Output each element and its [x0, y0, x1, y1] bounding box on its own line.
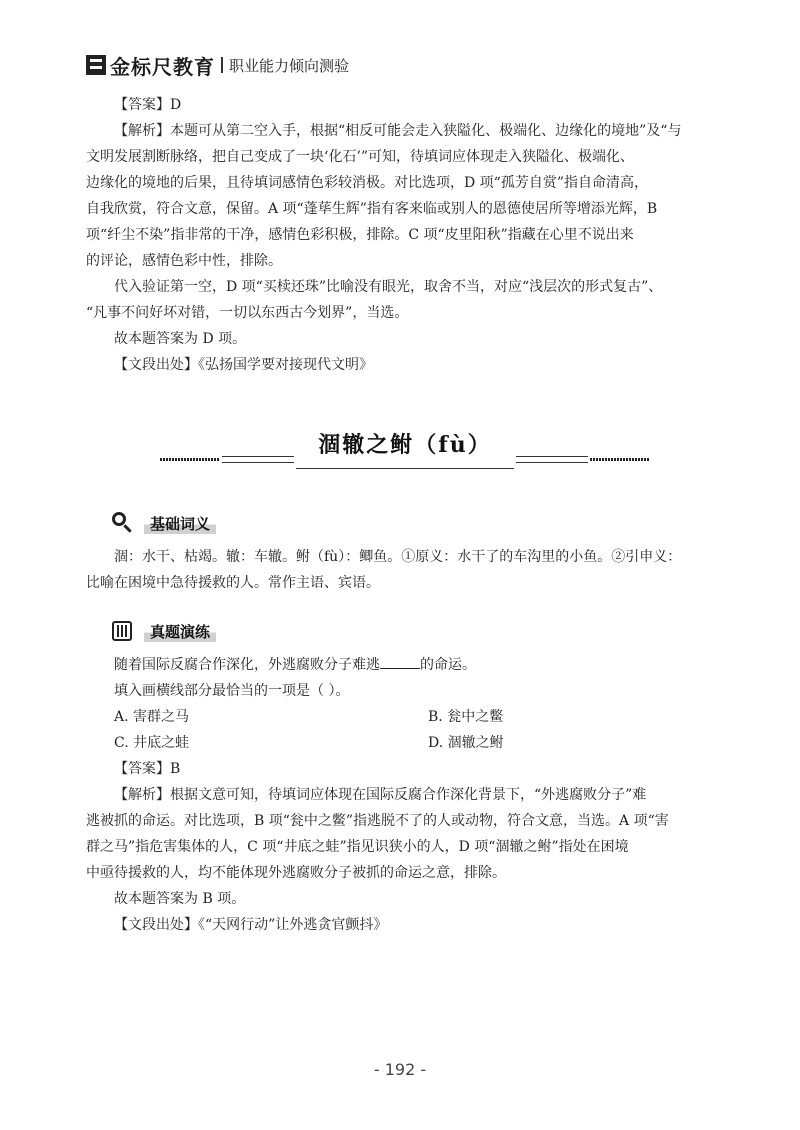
basic-meaning-heading [112, 510, 216, 536]
analysis-line: 【解析】本题可从第二空入手，根据“相反可能会走入狭隘化、极端化、边缘化的境地”及“与 [114, 123, 682, 139]
analysis-line: 群之马”指危害集体的人，C 项“井底之蛙”指见识狭小的人，D 项“涸辙之鲋”指处在困境 [86, 839, 629, 855]
analysis-line: 文明发展割断脉络，把自己变成了一块‘化石’”可知，待填词应体现走入狭隘化、极端化、 [86, 149, 635, 165]
page-header [86, 52, 349, 78]
analysis-line: 的评论，感情色彩中性，排除。 [86, 253, 282, 269]
previous-question-explanation [86, 92, 722, 378]
question-text: 随着国际反腐合作深化，外逃腐败分子难逃 的命运。 [86, 652, 722, 678]
definition-line: 比喻在困境中急待援救的人。常作主语、宾语。 [86, 575, 380, 591]
answer-line: 【答案】D [114, 97, 182, 113]
source-line: 【文段出处】《弘扬国学要对接现代文明》 [114, 357, 373, 373]
options-grid [86, 704, 722, 756]
section-title: 真题演练 [144, 621, 216, 642]
basic-meaning-text [86, 544, 722, 596]
section-title: 基础词义 [144, 513, 216, 534]
idiom-title-banner [160, 424, 650, 474]
page-number: - 192 - [373, 1060, 427, 1079]
conclusion-line: 故本题答案为 D 项。 [114, 331, 247, 347]
practice-question [86, 652, 722, 938]
answer-line: 【答案】B [114, 761, 181, 777]
conclusion-line: 故本题答案为 B 项。 [114, 891, 246, 907]
analysis-line: 逃被抓的命运。对比选项，B 项“瓮中之鳖”指逃脱不了的人或动物，符合文意，当选。A 项“害 [86, 813, 669, 829]
answer-blank [380, 654, 420, 669]
brand-name: 金标尺教育 [110, 54, 215, 79]
sliders-icon [112, 620, 134, 642]
verify-line: “凡事不问好坏对错，一切以东西古今划界”，当选。 [86, 305, 409, 321]
source-line: 【文段出处】《“天网行动”让外逃贪官颤抖》 [114, 917, 388, 933]
analysis-line: 边缘化的境地的后果，且待填词感情色彩较消极。对比选项，D 项“孤芳自赏”指自命清高， [86, 175, 648, 191]
decorative-rule [516, 462, 588, 463]
analysis-line: 中亟待援救的人，均不能体现外逃腐败分子被抓的命运之意，排除。 [86, 865, 506, 881]
option-b: B. 瓮中之鳖 [428, 709, 504, 725]
instruction-text: 填入画横线部分最恰当的一项是（ ）。 [114, 683, 350, 699]
decorative-rule [222, 462, 294, 463]
search-icon [112, 512, 134, 534]
decorative-rule [296, 468, 514, 469]
analysis-line: 【解析】根据文意可知，待填词应体现在国际反腐合作深化背景下，“外逃腐败分子”难 [114, 787, 647, 803]
header-subtitle: 职业能力倾向测验 [229, 56, 350, 75]
option-c: C. 井底之蛙 [114, 735, 190, 751]
header-divider [221, 57, 223, 73]
practice-heading [112, 618, 216, 644]
definition-line: 涸：水干、枯竭。辙：车辙。鲋（fù）：鲫鱼。①原义：水干了的车沟里的小鱼。②引申义： [114, 549, 682, 565]
option-a: A. 害群之马 [114, 709, 190, 725]
option-d: D. 涸辙之鲋 [428, 735, 504, 751]
verify-line: 代入验证第一空，D 项“买椟还珠”比喻没有眼光，取舍不当，对应“浅层次的形式复古”、 [114, 279, 663, 295]
analysis-line: 自我欣赏，符合文意，保留。A 项“蓬荜生辉”指有客来临或别人的恩德使居所等增添光辉，B [86, 201, 658, 217]
brand-logo-icon [86, 55, 106, 75]
idiom-title: 涸辙之鲋（fù） [318, 432, 492, 458]
analysis-line: 项“纤尘不染”指非常的干净，感情色彩积极，排除。C 项“皮里阳秋”指藏在心里不说出来 [86, 227, 634, 243]
